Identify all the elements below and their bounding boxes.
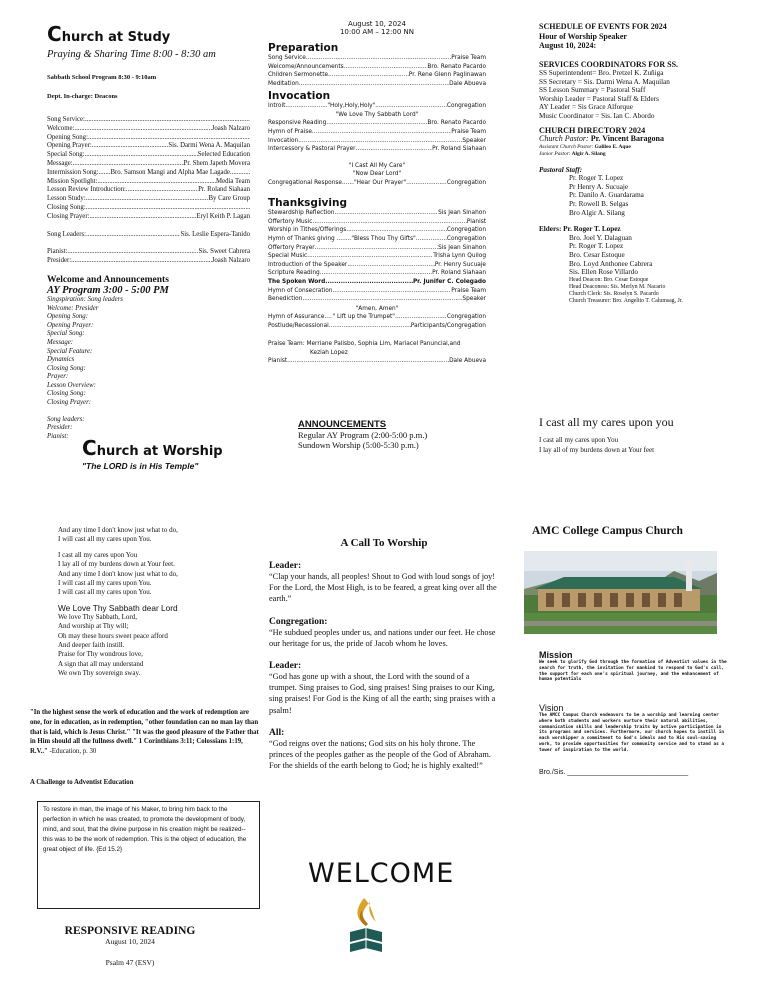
cast-cares-section xyxy=(539,415,749,455)
thanksgiving-row-dots xyxy=(307,252,433,261)
call-to-worship-part xyxy=(269,661,499,716)
schedule-line: August 10, 2024: xyxy=(539,41,597,50)
thanksgiving-row-value: Praise Team xyxy=(451,287,486,294)
adventist-logo-icon xyxy=(346,896,386,958)
thanksgiving-row-dots xyxy=(302,295,462,304)
directory-title: CHURCH DIRECTORY 2024 xyxy=(539,125,646,135)
sabbath-song-lyrics xyxy=(58,613,263,679)
introit-sub: "We Love Thy Sabbath Lord" xyxy=(335,111,419,118)
cast-cares-title: I cast all my cares upon you xyxy=(539,415,674,429)
lyrics-verse1 xyxy=(58,526,263,545)
program-line-dots xyxy=(85,116,250,125)
call-to-worship-parts xyxy=(269,561,499,771)
lyrics-section xyxy=(58,526,263,679)
thanksgiving-row-label: The Spoken Word xyxy=(268,278,326,285)
ay-item: Special Song: xyxy=(47,330,85,338)
ay-program-heading: AY Program 3:00 - 5:00 PM xyxy=(47,284,169,296)
preparation-row-label: Children Sermonette xyxy=(268,72,329,79)
announcements-list xyxy=(298,430,498,450)
preparation-row xyxy=(268,63,486,72)
program-line-value: Pr. Shem Japeth Movera xyxy=(183,159,250,167)
invocation-row xyxy=(268,128,486,137)
preparation-row-value: Bro. Renato Pacardo xyxy=(427,63,486,70)
ay-item: Special Feature: xyxy=(47,347,93,355)
call-to-worship-text: “God reigns over the nations; God sits on his holy throne. The princes of the peoples gather as the people of the God of Abraham. For the shields of the earth belong to God; he is highly exalted!” xyxy=(269,738,491,771)
ay-footer-item: Presider: xyxy=(47,424,73,432)
thanksgiving-row xyxy=(268,261,486,270)
church-at-study-title: Church at Study xyxy=(47,22,171,46)
program-line xyxy=(47,195,250,204)
cast-cares-lyrics xyxy=(539,436,749,455)
schedule-heading xyxy=(539,22,739,51)
mission-section xyxy=(539,650,729,683)
thanksgiving-row-label: Special Music xyxy=(268,253,308,260)
psalm-ref: Psalm 47 (ESV) xyxy=(105,958,155,967)
thanksgiving-row-value: Trisha Lynn Quilog xyxy=(433,253,486,260)
program-line-value: Joash Nalzaro xyxy=(211,124,250,132)
song-leaders-line: Song Leaders: ..... Sis. Leslie Espera-Tanido xyxy=(47,231,250,240)
vision-text: The AMCC Campus Church endeavors to be a worship and learning center where both students and workers nurture their natural abilities, communication skills and leadership traits by active participation in its programs and services. Furthermore, our church hopes to instill in each worshipper a commitment to God's ideals and to His soul-saving work, to provide opportunities for community service and to stand as a tower of inspiration to the world. xyxy=(539,713,725,753)
ay-item: Closing Song: xyxy=(47,390,86,398)
lord-in-temple: "The LORD is in His Temple" xyxy=(82,461,199,471)
coordinator-line: SS Lesson Summary = Pastoral Staff xyxy=(539,86,646,95)
cast-cares-line: I lay all of my burdens down at Your feet xyxy=(539,445,655,454)
postlude-row: Postlude/Recessional ..... Participants/Congregation xyxy=(268,322,486,331)
sabbath-lyric-line: A sign that all may understand xyxy=(58,659,144,668)
program-line xyxy=(47,186,250,195)
education-challenge: A Challenge to Adventist Education xyxy=(30,779,134,786)
program-line-label: Intermission Song:.......Bro. Samson Mangi and Alpha Mae Lagade xyxy=(47,168,230,176)
thanksgiving-row-dots xyxy=(334,209,438,218)
ay-footer-item: Pianist: xyxy=(47,432,69,440)
pastoral-staff-list xyxy=(539,174,739,217)
ay-item: Closing Prayer: xyxy=(47,399,91,407)
thanksgiving-row-value: Congregation xyxy=(446,235,486,242)
elder-item: Bro. Cesar Estoque xyxy=(569,251,625,259)
preparation-heading: Preparation xyxy=(268,42,339,54)
thanksgiving-row-value: Pr. Henry Sucuaje xyxy=(434,261,486,268)
preparation-row xyxy=(268,80,486,89)
announcements-title: ANNOUNCEMENTS xyxy=(298,419,387,430)
program-line-dots xyxy=(85,151,198,160)
praying-time: Praying & Sharing Time 8:00 - 8:30 am xyxy=(47,49,216,60)
elder-item: Bro. Joel Y. Dalaguan xyxy=(569,233,632,242)
call-to-worship-role: Congregation: xyxy=(269,616,328,627)
invocation-row-value: Speaker xyxy=(462,137,486,144)
invocation-row-value: Bro. Renato Pacardo xyxy=(427,120,486,127)
call-to-worship-part xyxy=(269,561,499,605)
thanksgiving-row-value: Sis Jean Sinahon xyxy=(438,210,486,217)
lyrics-verse2 xyxy=(58,551,263,598)
preparation-row-value: Pr. Rene Glenn Paglinawan xyxy=(408,72,486,79)
assistant-pastor-line: Assistant Church Pastor: Galileo E. Aque xyxy=(539,143,631,150)
program-line xyxy=(47,134,250,143)
thanksgiving-row-dots xyxy=(320,269,432,278)
mission-text: We seek to glorify God through the formation of Adventist values in the search for truth, the invitation for mankind to respond to God's call, the support for each one's spiritual journey, and the enhancement of human potentials xyxy=(539,660,727,683)
thanksgiving-row-value: Sis Jean Sinahon xyxy=(438,244,486,251)
song-title: "I Cast All My Care" xyxy=(348,162,406,169)
program-line-label: Special Song: xyxy=(47,151,85,159)
thanksgiving-row-label: Offertory Music xyxy=(268,218,313,225)
sabbath-lyric-line: Oh may these hours sweet peace afford xyxy=(58,631,168,640)
welcome-text: WELCOME xyxy=(308,858,455,889)
program-line-label: Closing Song: xyxy=(47,203,86,211)
call-to-worship-part xyxy=(269,617,499,649)
invocation-row xyxy=(268,137,486,146)
program-line-dots xyxy=(73,160,184,169)
program-line-label: Opening Song: xyxy=(47,133,88,141)
campus-church-title: AMC College Campus Church xyxy=(532,525,683,537)
preparation-row-dots xyxy=(344,63,428,72)
lyric-line: And any time I don't know just what to do, xyxy=(58,526,178,534)
officer-item: Head Deacon: Bro. Cesar Estoque xyxy=(569,276,649,283)
preparation-row-dots xyxy=(306,54,451,63)
ay-item: Lesson Overview: xyxy=(47,381,96,389)
invocation-row xyxy=(268,145,486,154)
program-line-dots xyxy=(86,195,209,204)
lyric-line: I lay all of my burdens down at Your feet. xyxy=(58,560,175,569)
officer-item: Church Clerk: Sis. Roselyn S. Pacardo xyxy=(569,290,659,297)
junior-pastor-line: Junior Pastor: Algir A. Silang xyxy=(539,150,606,157)
cast-cares-line: I cast all my cares upon You xyxy=(539,436,619,444)
program-line-label: Opening Prayer: xyxy=(47,142,92,150)
lyric-line: And any time I don't know just what to do, xyxy=(58,569,178,578)
program-line xyxy=(47,151,250,160)
program-line-value: Eryl Keith P. Lagan xyxy=(196,212,250,220)
elder-item: Bro. Loyd Anthonee Cabrera xyxy=(569,259,653,268)
vision-title: Vision xyxy=(539,703,564,713)
invocation-row-dots xyxy=(326,119,427,128)
thanksgiving-row xyxy=(268,235,486,244)
song-title: "Now Dear Lord" xyxy=(352,171,402,178)
sabbath-song-title: We Love Thy Sabbath dear Lord xyxy=(58,602,178,613)
program-line-value: Selected Education xyxy=(197,151,250,159)
program-line-label: Message: xyxy=(47,159,73,167)
program-line-dots xyxy=(74,125,211,134)
thanksgiving-row-value: Congregation xyxy=(446,227,486,234)
coordinators-list xyxy=(539,69,739,121)
preparation-list xyxy=(268,54,486,88)
thanksgiving-row-label: Worship in Tithes/Offerings xyxy=(268,227,347,234)
call-to-worship-role: All: xyxy=(269,727,285,738)
ay-item: Singspiration: Song leaders xyxy=(47,295,123,303)
lyric-line: I cast all my cares upon You xyxy=(58,550,138,559)
pianist-row: Pianist ..... Dale Abueva xyxy=(268,357,486,366)
thanksgiving-row-value: Pr. Junifer C. Colegado xyxy=(412,278,486,285)
schedule-line: Hour of Worship Speaker xyxy=(539,31,627,41)
coordinator-line: AY Leader = Sis Grace Alforque xyxy=(539,103,633,112)
program-line-dots xyxy=(97,178,216,187)
thanksgiving-row xyxy=(268,278,486,287)
ay-item: Message: xyxy=(47,338,74,346)
sabbath-lyric-line: Praise for Thy wondrous love, xyxy=(58,650,143,659)
church-at-worship-header xyxy=(82,436,272,471)
lyric-line: I will cast all my cares upon You. xyxy=(58,588,152,597)
sabbath-lyric-line: We love Thy Sabbath, Lord, xyxy=(58,612,138,621)
invocation-heading: Invocation xyxy=(268,90,331,103)
elder-item: Sis. Ellen Rose Villardo xyxy=(569,268,638,277)
coordinator-line: SS Superintendent= Bro. Pretzel K. Zuñiga xyxy=(539,69,664,77)
invocation-row-label: Invocation xyxy=(268,137,299,144)
ay-item: Prayer: xyxy=(47,373,69,381)
thanksgiving-row-value: Speaker xyxy=(462,296,486,303)
officer-item: Church Treasurer: Bro. Angelito T. Calumsag, Jr. xyxy=(569,297,683,304)
thanksgiving-row xyxy=(268,269,486,278)
lyric-line: I will cast all my cares upon You. xyxy=(58,579,152,588)
responsive-reading-title: RESPONSIVE READING xyxy=(64,925,196,937)
preparation-row-value: Dale Abueva xyxy=(449,80,486,87)
program-line xyxy=(47,178,250,187)
invocation-row xyxy=(268,119,486,128)
preparation-row-value: Praise Team xyxy=(451,55,486,61)
responsive-reading-date: August 10, 2024 xyxy=(105,937,155,946)
invocation-row-dots xyxy=(312,128,451,137)
thanksgiving-row-dots xyxy=(346,226,447,235)
program-line-label: Song Service: xyxy=(47,116,85,123)
ay-item: Dynamics xyxy=(47,356,75,364)
program-line xyxy=(47,142,250,151)
program-line-label: Welcome: xyxy=(47,124,75,132)
program-line-dots xyxy=(126,186,198,195)
announcements-section xyxy=(298,419,498,450)
thanksgiving-row-dots xyxy=(416,235,447,244)
ay-item: Welcome: Presider xyxy=(47,304,99,312)
presider-line: Presider: ..... Joash Nalzaro xyxy=(47,257,250,266)
officers-list xyxy=(539,277,739,305)
call-to-worship-section xyxy=(269,537,499,771)
thanksgiving-row-value: Pr. Roland Siahaan xyxy=(432,270,486,277)
introit-row: Introit ..... "Holy,Holy,Holy" ..... Congregation xyxy=(268,102,486,111)
ay-footer-item: Song leaders: xyxy=(47,415,85,423)
vision-section xyxy=(539,703,729,754)
thanksgiving-row-label: Hymn of Thanks giving ........"Bless Thou Thy Gifts" xyxy=(268,235,416,242)
church-pastor-line: Church Pastor: Pr. Vincent Baragona xyxy=(539,134,664,144)
program-line-label: Mission Spotlight: xyxy=(47,177,98,185)
education-quote: "In the highest sense the work of education and the work of redemption are one, for in education, as in redemption, "other foundation can no man lay than that is laid, which is Jesus Christ." "It was the good pleasure of the Father that in Him should all the fullness dwell." 1 Corinthians 3:11; Colossians 1:19, R.V.." -Education, p. 30 xyxy=(30,709,259,756)
call-to-worship-text: “Clap your hands, all peoples! Shout to God with loud songs of joy! For the Lord, the Most High, is to be feared, a great king over all the earth.” xyxy=(269,572,497,604)
songs-center xyxy=(268,162,486,179)
pastoral-staff-item: Pr. Danilo A. Guardarama xyxy=(569,191,644,200)
pastoral-staff-item: Pr. Roger T. Lopez xyxy=(569,174,624,183)
worship-order-section xyxy=(268,20,486,366)
sabbath-lyric-line: And worship at Thy will; xyxy=(58,622,129,631)
schedule-line: SCHEDULE OF EVENTS FOR 2024 xyxy=(539,22,667,31)
program-line-dots xyxy=(89,213,196,222)
program-line-label: Lesson Study: xyxy=(47,195,86,203)
thanksgiving-row-label: Stewardship Reflection xyxy=(268,210,335,217)
ay-item: Opening Prayer: xyxy=(47,321,94,329)
call-to-worship-text: “God has gone up with a shout, the Lord with the sound of a trumpet. Sing praises to God, sing praises! Sing praises to our King, sing praises! For God is the King of all the earth; sing praises with a psalm! xyxy=(269,672,496,715)
invocation-row-label: Responsive Reading xyxy=(268,120,327,127)
program-line xyxy=(47,116,250,125)
lyric-line: I will cast all my cares upon You. xyxy=(58,535,152,544)
schedule-directory-section xyxy=(539,22,739,305)
praise-team-line: Praise Team: Merriane Palisbo, Sophia Lim, Mariacel Panuncial,and xyxy=(268,341,461,348)
program-line-label: Lesson Review Introduction: xyxy=(47,186,126,194)
program-line-dots xyxy=(92,142,169,151)
hymn-of-assurance-row: Hymn of Assurance ..... " Lift up the Trumpet" ..... Congregation xyxy=(268,313,486,322)
thanksgiving-row-dots xyxy=(312,218,466,227)
pastoral-staff-label: Pastoral Staff: xyxy=(539,165,583,174)
officer-item: Head Deaconess: Sis. Merlyn M. Nacario xyxy=(569,283,666,290)
elders-list xyxy=(539,234,739,277)
program-line xyxy=(47,160,250,169)
worship-time: 10:00 AM – 12:00 NN xyxy=(339,28,415,36)
campus-church-photo xyxy=(524,551,717,634)
preparation-row-label: Song Service xyxy=(268,55,306,61)
thanksgiving-row-label: Scripture Reading xyxy=(268,270,320,277)
program-line xyxy=(47,204,250,213)
program-line-label: Closing Prayer: xyxy=(47,212,90,220)
thanksgiving-row xyxy=(268,209,486,218)
thanksgiving-row-label: Introduction of the Speaker xyxy=(268,261,348,268)
thanksgiving-row-dots xyxy=(347,261,435,270)
worship-date: August 10, 2024 xyxy=(348,20,406,28)
mission-title: Mission xyxy=(539,650,573,660)
preparation-row-dots xyxy=(299,80,449,89)
thanksgiving-row-dots xyxy=(332,287,451,296)
sabbath-lyric-line: We own Thy sovereign sway. xyxy=(58,669,141,678)
invocation-row-label: Hymn of Praise xyxy=(268,128,312,135)
preparation-row-label: Welcome/Announcements xyxy=(268,63,344,70)
invocation-row-value: Pr. Roland Siahaan xyxy=(432,146,486,153)
program-line xyxy=(47,213,250,222)
pianist-line: Pianist: ..... Sis. Sweet Cabrera xyxy=(47,248,250,257)
pastoral-staff-item: Bro Algir A. Silang xyxy=(569,208,625,217)
thanksgiving-row xyxy=(268,252,486,261)
pastoral-staff-item: Pr. Rowell B. Selgas xyxy=(569,200,629,209)
thanksgiving-row xyxy=(268,226,486,235)
thanksgiving-row-dots xyxy=(325,278,413,287)
call-to-worship-role: Leader: xyxy=(269,661,302,672)
church-at-study-section xyxy=(47,22,262,441)
invocation-row-value: Praise Team xyxy=(451,128,486,135)
preparation-row xyxy=(268,54,486,63)
coordinator-line: Music Coordinator = Sis. Ian C. Abordo xyxy=(539,111,655,120)
program-line xyxy=(47,125,250,134)
elders-label: Elders: Pr. Roger T. Lopez xyxy=(539,225,621,234)
call-to-worship-text: “He subdued peoples under us, and nations under our feet. He chose our heritage for us, the pride of Jacob whom he loves. xyxy=(269,627,496,648)
invocation-row-dots xyxy=(356,145,433,154)
call-to-worship-title: A Call To Worship xyxy=(340,537,428,549)
coordinator-line: Worship Leader = Pastoral Staff & Elders xyxy=(539,94,659,103)
program-line-value: Media Team xyxy=(216,177,250,185)
welcome-announcements-heading: Welcome and Announcements xyxy=(47,274,169,285)
preparation-row-dots xyxy=(328,71,409,80)
ay-program-list xyxy=(47,296,262,408)
thanksgiving-row-label: Benediction xyxy=(268,296,303,303)
preparation-row-label: Meditation xyxy=(268,80,299,87)
sabbath-lyric-line: And deeper faith instill. xyxy=(58,641,125,650)
program-line-value: Sis. Darmi Wena A. Maquilan xyxy=(168,142,250,150)
thanksgiving-row-value: Pianist xyxy=(466,218,486,225)
thanksgiving-row-label: Offertory Prayer xyxy=(268,244,315,251)
elder-item: Pr. Roger T. Lopez xyxy=(569,242,624,251)
thanksgiving-row-label: Hymn of Consecration xyxy=(268,287,333,294)
ay-item: Closing Song: xyxy=(47,364,86,372)
invocation-row-dots xyxy=(298,137,462,146)
program-line-dots xyxy=(230,169,250,178)
pastoral-staff-item: Pr Henry A. Sucuaje xyxy=(569,182,629,191)
thanksgiving-list xyxy=(268,209,486,304)
education-box: To restore in man, the image of his Maker, to bring him back to the perfection in which he was created, to promote the development of body, mind, and soul, that the divine purpose in his creation might be realized--this was to be the work of redemption. This is the object of education, the great object of life. {Ed 15.2} xyxy=(37,801,260,909)
responsive-reading-section xyxy=(30,925,230,967)
thanksgiving-row xyxy=(268,218,486,227)
program-line xyxy=(47,169,250,178)
invocation-list xyxy=(268,119,486,153)
thanksgiving-row xyxy=(268,287,486,296)
thanksgiving-heading: Thanksgiving xyxy=(268,197,347,210)
bro-sis-line: Bro./Sis. _______________________________ xyxy=(539,769,689,776)
sabbath-school-time: Sabbath School Program 8:30 - 9:10am xyxy=(47,74,157,81)
preparation-row xyxy=(268,71,486,80)
sabbath-school-program xyxy=(47,116,250,222)
coordinators-title: SERVICES COORDINATORS FOR SS. xyxy=(539,59,679,69)
thanksgiving-row-dots xyxy=(315,244,438,253)
invocation-row-label: Intercessory & Pastoral Prayer xyxy=(268,146,356,153)
call-to-worship-role: Leader: xyxy=(269,561,302,571)
praise-team-cont: Keziah Lopez xyxy=(310,349,348,356)
announcement-item: Regular AY Program (2:00-5:00 p.m.) xyxy=(298,430,428,440)
program-line-value: Pr. Roland Siahaan xyxy=(198,186,250,194)
dept-in-charge: Dept. In-charge: Deacons xyxy=(47,93,118,100)
amen-amen: "Amen, Amen" xyxy=(355,305,399,312)
congregational-response-row: Congregational Response ..... "Hear Our Prayer" ..... Congregation xyxy=(268,179,486,188)
thanksgiving-row xyxy=(268,244,486,253)
program-line-value: By Care Group xyxy=(208,195,250,203)
program-line-dots xyxy=(88,134,250,143)
call-to-worship-part xyxy=(269,728,499,772)
thanksgiving-row xyxy=(268,295,486,304)
program-line-dots xyxy=(86,204,250,213)
church-at-worship-title: Church at Worship xyxy=(82,436,223,460)
announcement-item: Sundown Worship (5:00-5:30 p.m.) xyxy=(298,440,419,450)
ay-item: Opening Song: xyxy=(47,313,88,321)
coordinator-line: SS Secretary = Sis. Darmi Wena A. Maquilan xyxy=(539,77,670,86)
